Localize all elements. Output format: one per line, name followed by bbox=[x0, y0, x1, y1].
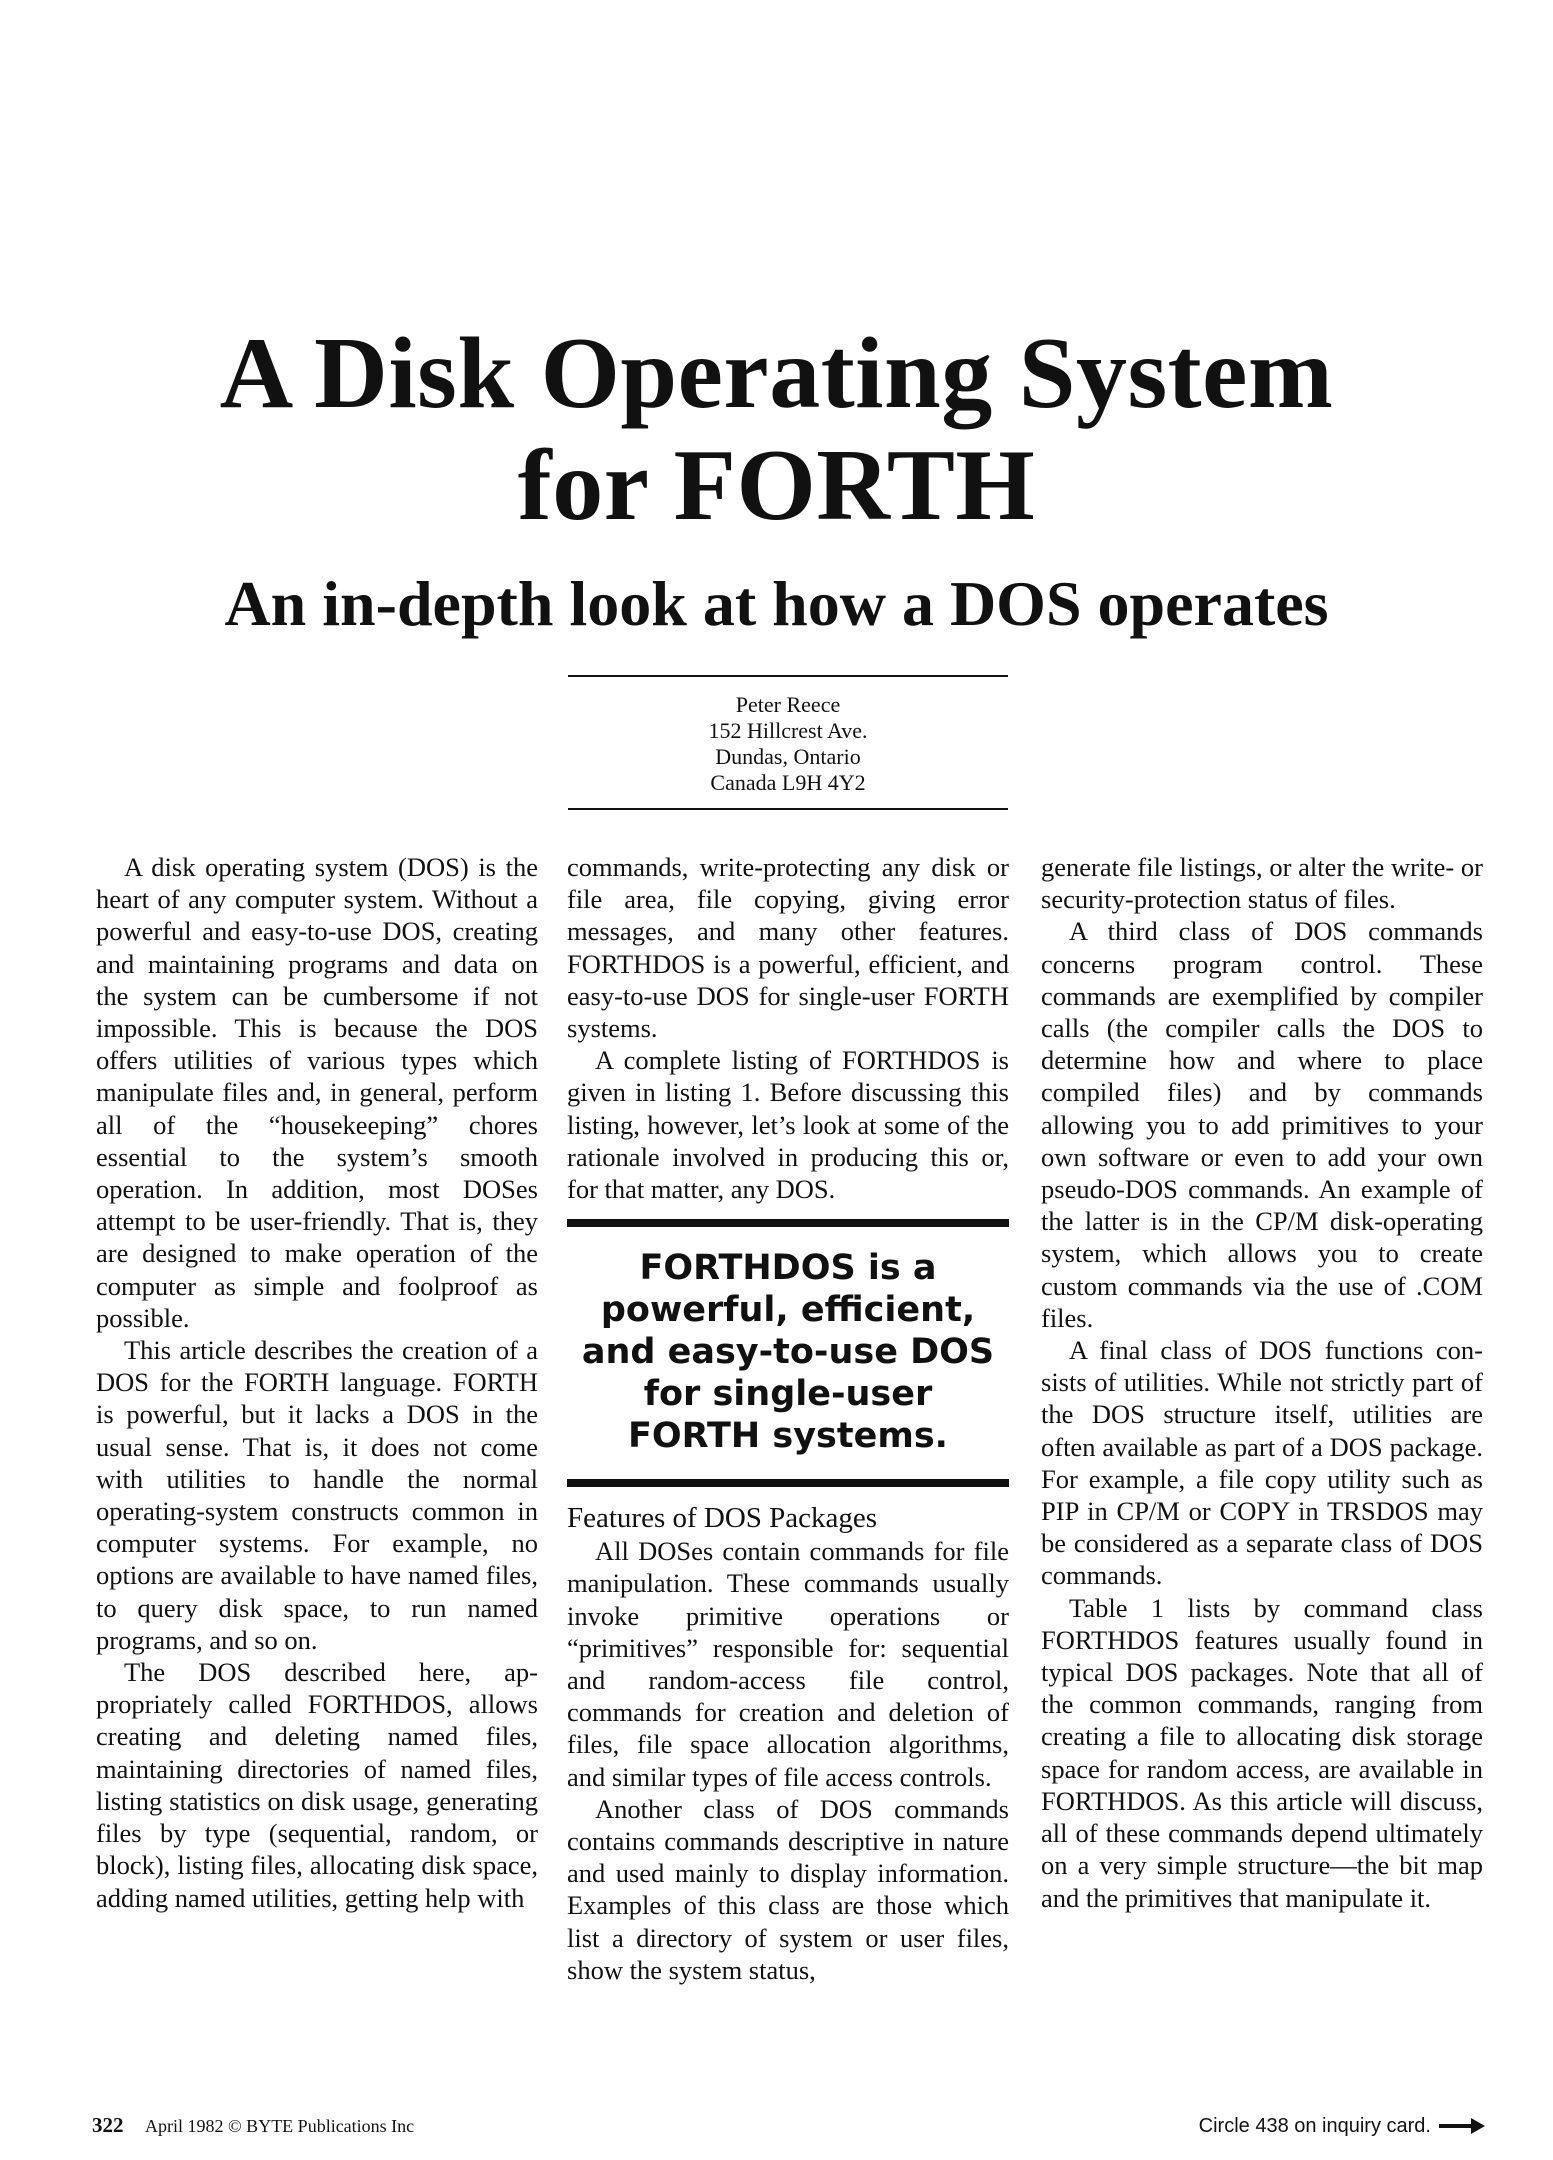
pull-quote-line: powerful, efficient, bbox=[600, 1290, 976, 1331]
pull-quote-line: FORTHDOS is a bbox=[639, 1248, 937, 1289]
publication-credit: April 1982 © BYTE Publications Inc bbox=[145, 2116, 415, 2136]
author-city: Dundas, Ontario bbox=[715, 744, 861, 769]
page-number: 322 bbox=[92, 2113, 124, 2137]
column-1 bbox=[96, 851, 538, 1914]
paragraph: A disk operating system (DOS) is the heart of any computer system. Without a powerful and easy-to-use DOS, creating and maintaining programs and data on the system can be cumbersome if not impossible. This is because the DOS offers utilities of various types which manipulate files and, in general, perform all of the “housekeeping” chores essential to the system’s smooth operation. In addition, most DOSes attempt to be user-friendly. That is, they are designed to make operation of the computer as simple and foolproof as possible. bbox=[96, 852, 538, 1333]
article-subtitle: An in-depth look at how a DOS operates bbox=[224, 568, 1329, 639]
author-street: 152 Hillcrest Ave. bbox=[708, 718, 868, 743]
pull-quote-line: FORTH systems. bbox=[628, 1416, 948, 1457]
author-name: Peter Reece bbox=[735, 692, 841, 717]
byline bbox=[568, 692, 1008, 796]
inquiry-text: Circle 438 on inquiry card. bbox=[1198, 2115, 1431, 2137]
paragraph: A complete listing of FORTHDOS is given in listing 1. Before discussing this listing, however, let’s look at some of the rationale involved in producing this or, for that matter, any DOS. bbox=[567, 1045, 1009, 1205]
article-title bbox=[0, 318, 1553, 542]
paragraph: This article describes the creation of a DOS for the FORTH language. FORTH is powerful, but it lacks a DOS in the usual sense. That is, it does not come with utilities to handle the normal operating-system constructs common in computer systems. For example, no options are available to have named files, to query disk space, to run named programs, and so on. bbox=[96, 1335, 538, 1655]
section-heading: Features of DOS Packages bbox=[567, 1502, 878, 1535]
byline-bottom-rule bbox=[568, 808, 1008, 810]
author-country: Canada L9H 4Y2 bbox=[710, 770, 866, 795]
pull-quote-line: and easy-to-use DOS bbox=[581, 1332, 995, 1373]
column-2 bbox=[567, 851, 1009, 1986]
pull-quote bbox=[567, 1219, 1009, 1487]
pull-quote-line: for single-user bbox=[643, 1374, 933, 1415]
paragraph: commands, write-protecting any disk or file area, file copying, giving error messages, and many other features. FORTHDOS is a powerful, efficient, and easy-to-use DOS for single-user FORTH systems. bbox=[567, 852, 1009, 1044]
byline-top-rule bbox=[568, 675, 1008, 677]
paragraph: generate file listings, or alter the write- or security-protection status of files. bbox=[1041, 852, 1483, 915]
paragraph: A third class of DOS commands concerns program control. These commands are exemplified by compiler calls (the compiler calls the DOS to determine how and where to place compiled files) and by commands allowing you to add primitives to your own software or even to add your own pseudo-DOS commands. An example of the latter is in the CP/M disk-operating system, which allows you to create custom commands via the use of .COM files. bbox=[1041, 916, 1483, 1333]
title-line-2: for FORTH bbox=[517, 429, 1036, 542]
paragraph: Another class of DOS commands contains commands descriptive in nature and used mainly to display information. Examples of this class are those which list a directory of system or user files, show the system status, bbox=[567, 1793, 1009, 1985]
title-line-1: A Disk Operating System bbox=[219, 317, 1334, 430]
paragraph: All DOSes contain commands for file manipulation. These commands usually invoke primitive operations or “primitives” responsible for: sequential and random-access file control, commands for creation and deletion of files, file space allocation algorithms, and similar types of file access controls. bbox=[567, 1536, 1009, 1792]
column-3 bbox=[1041, 851, 1483, 1914]
paragraph: The DOS described here, appropriately called FORTHDOS, allows creating and deleting named files, maintaining directories of named files, listing statistics on disk usage, generating files by type (sequential, random, or block), listing files, allocating disk space, adding named utilities, getting help with bbox=[96, 1657, 538, 1913]
inquiry-note bbox=[1199, 2114, 1485, 2138]
arrow-right-icon bbox=[1439, 2120, 1485, 2132]
page-footer bbox=[92, 2114, 414, 2137]
paragraph: Table 1 lists by command class FORTHDOS features usually found in typical DOS packages. Note that all of the common commands, ranging from creating a file to allocating disk storage space for random access, are available in FORTHDOS. As this article will discuss, all of these commands depend ultimately on a very simple structure—the bit map and the primitives that manipulate it. bbox=[1041, 1592, 1483, 1913]
paragraph: A final class of DOS functions consists of utilities. While not strictly part of the DOS structure itself, utilities are often available as part of a DOS package. For example, a file copy utility such as PIP in CP/M or COPY in TRSDOS may be considered as a separate class of DOS commands. bbox=[1041, 1335, 1483, 1591]
